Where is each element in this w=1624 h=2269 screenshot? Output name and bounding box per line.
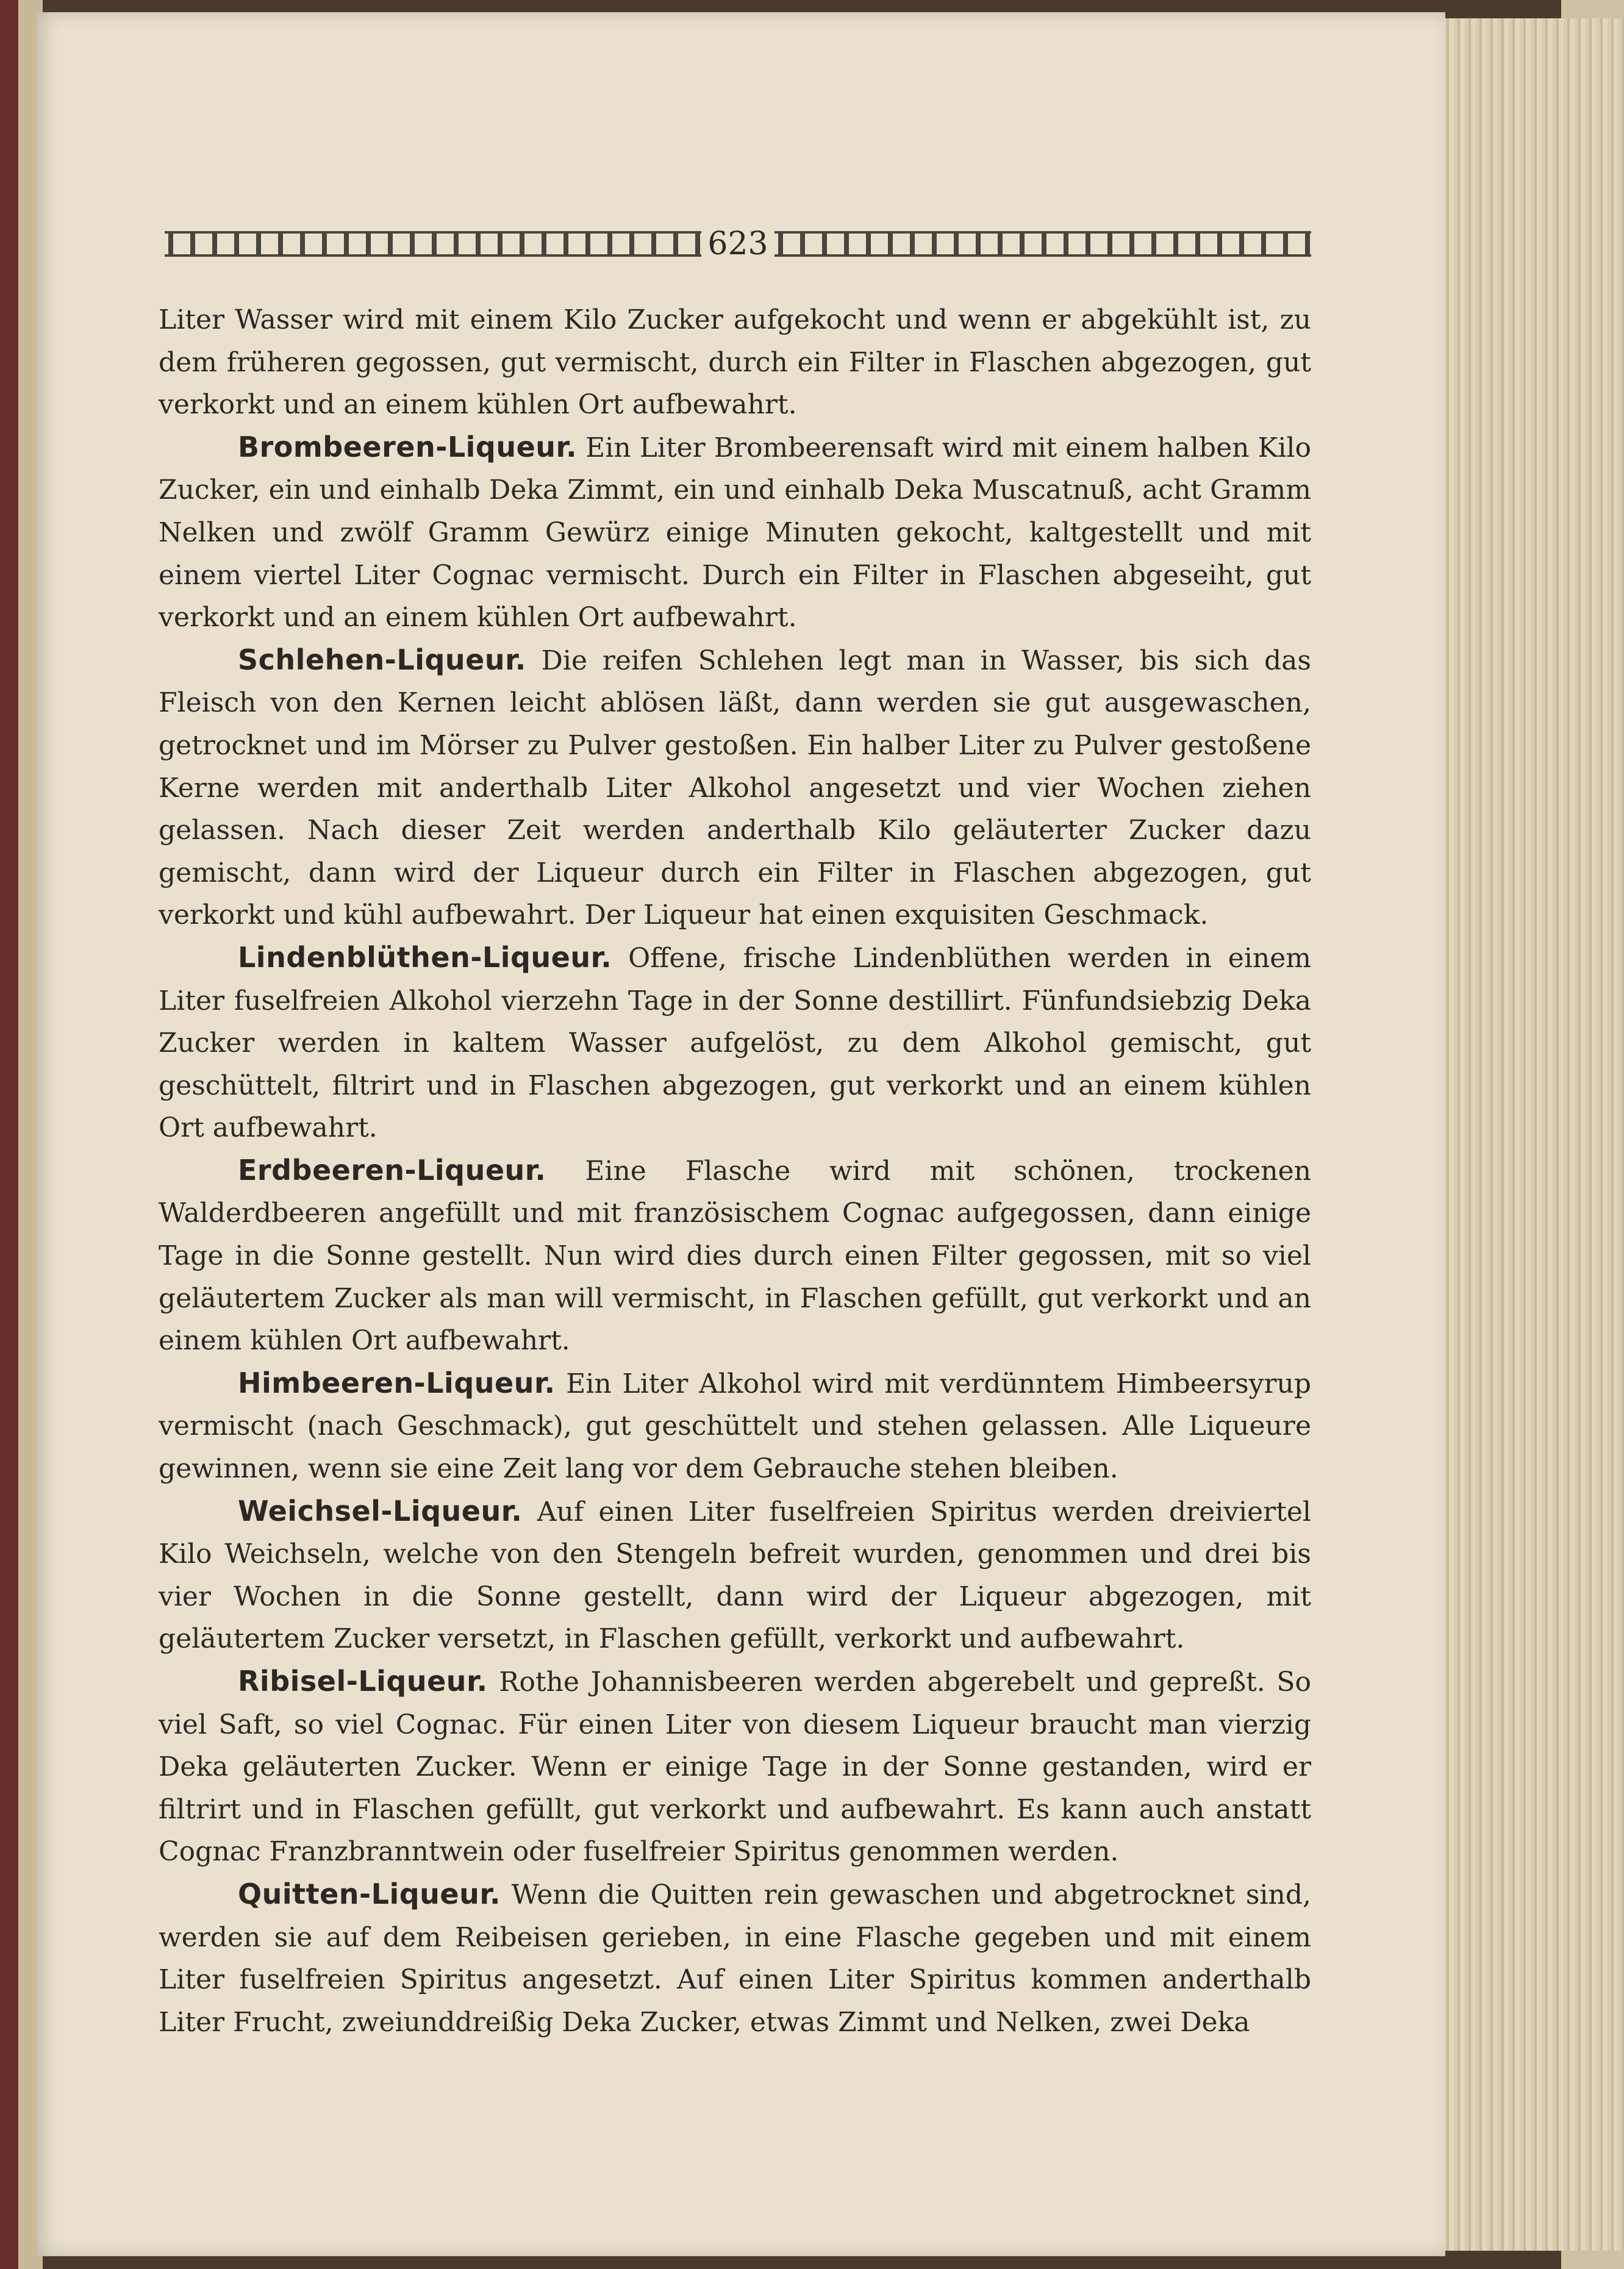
recipe-text: Die reifen Schlehen legt man in Wasser, bis sich das Fleisch von den Kernen leicht ablösen läßt, dann werden sie gut ausgewaschen, getrocknet und im Mörser zu Pulver gestoßen. Ein halber Liter zu Pulver gestoßene Kerne werden mit anderthalb Liter Alkohol angesetzt und vier Wochen ziehen gelassen. Nach dieser Zeit werden anderthalb Kilo geläuterter Zucker dazu gemischt, dann wird der Liqueur durch ein Filter in Flaschen abgezogen, gut verkorkt und kühl aufbewahrt. Der Liqueur hat einen exquisiten Geschmack. [159, 645, 1311, 931]
ornament-left [165, 231, 701, 257]
recipe-lindenbluethen [159, 937, 1311, 1149]
recipe-title: Erdbeeren-Liqueur. [238, 1153, 546, 1187]
recipe-text: Ein Liter Brombeerensaft wird mit einem halben Kilo Zucker, ein und einhalb Deka Zimmt, ein und einhalb Deka Muscatnuß, acht Gramm Nelken und zwölf Gramm Gewürz einige Minuten gekocht, kaltgestellt und mit einem viertel Liter Cognac vermischt. Durch ein Filter in Flaschen abgeseiht, gut verkorkt und an einem kühlen Ort aufbewahrt. [159, 432, 1311, 634]
page-header [165, 220, 1311, 268]
page-body [159, 299, 1311, 2043]
recipe-title: Quitten-Liqueur. [238, 1877, 501, 1910]
recipe-ribisel [159, 1660, 1311, 1873]
recipe-title: Lindenblüthen-Liqueur. [238, 940, 612, 974]
recipe-weichsel [159, 1490, 1311, 1660]
recipe-brombeeren [159, 426, 1311, 639]
recipe-title: Schlehen-Liqueur. [238, 643, 526, 676]
recipe-title: Brombeeren-Liqueur. [238, 430, 578, 463]
recipe-title: Weichsel-Liqueur. [238, 1494, 523, 1528]
paragraph-text: Liter Wasser wird mit einem Kilo Zucker aufgekocht und wenn er abgekühlt ist, zu dem früheren gegossen, gut vermischt, durch ein Filter in Flaschen abgezogen, gut verkorkt und an einem kühlen Ort aufbewahrt. [159, 304, 1311, 421]
book-page [37, 12, 1445, 2256]
recipe-himbeeren [159, 1362, 1311, 1490]
recipe-text: Offene, frische Lindenblüthen werden in einem Liter fuselfreien Alkohol vierzehn Tage in der Sonne destillirt. Fünfundsiebzig Deka Zucker werden in kaltem Wasser aufgelöst, zu dem Alkohol gemischt, gut geschüttelt, filtrirt und in Flaschen abgezogen, gut verkorkt und an einem kühlen Ort aufbewahrt. [159, 942, 1311, 1144]
recipe-title: Ribisel-Liqueur. [238, 1665, 488, 1698]
page-stack-edge [1421, 18, 1624, 2251]
recipe-text: Wenn die Quitten rein gewaschen und abgetrocknet sind, werden sie auf dem Reibeisen gerieben, in eine Flasche gegeben und mit einem Liter fuselfreien Spiritus angesetzt. Auf einen Liter Spiritus kommen anderthalb Liter Frucht, zweiunddreißig Deka Zucker, etwas Zimmt und Nelken, zwei Deka [159, 1879, 1311, 2038]
ornament-right [774, 231, 1311, 257]
paragraph-continuation [159, 299, 1311, 426]
recipe-quitten [159, 1873, 1311, 2043]
recipe-title: Himbeeren-Liqueur. [238, 1366, 556, 1399]
recipe-schlehen [159, 639, 1311, 937]
recipe-erdbeeren [159, 1149, 1311, 1362]
recipe-text: Rothe Johannisbeeren werden abgerebelt und gepreßt. So viel Saft, so viel Cognac. Für einen Liter von diesem Liqueur braucht man vierzig Deka geläuterten Zucker. Wenn er einige Tage in der Sonne gestanden, wird er filtrirt und in Flaschen gefüllt, gut verkorkt und aufbewahrt. Es kann auch anstatt Cognac Franzbranntwein oder fuselfreier Spiritus genommen werden. [159, 1667, 1311, 1868]
recipe-text: Eine Flasche wird mit schönen, trockenen Walderdbeeren angefüllt und mit französischem Cognac aufgegossen, dann einige Tage in die Sonne gestellt. Nun wird dies durch einen Filter gegossen, mit so viel geläutertem Zucker als man will vermischt, in Flaschen gefüllt, gut verkorkt und an einem kühlen Ort aufbewahrt. [159, 1155, 1311, 1357]
page-number: 623 [707, 226, 768, 262]
recipe-text: Auf einen Liter fuselfreien Spiritus werden dreiviertel Kilo Weichseln, welche von den Stengeln befreit wurden, genommen und drei bis vier Wochen in die Sonne gestellt, dann wird der Liqueur abgezogen, mit geläutertem Zucker versetzt, in Flaschen gefüllt, verkorkt und aufbewahrt. [159, 1496, 1311, 1655]
recipe-text: Ein Liter Alkohol wird mit verdünntem Himbeersyrup vermischt (nach Geschmack), gut geschüttelt und stehen gelassen. Alle Liqueure gewinnen, wenn sie eine Zeit lang vor dem Gebrauche stehen bleiben. [159, 1368, 1311, 1485]
